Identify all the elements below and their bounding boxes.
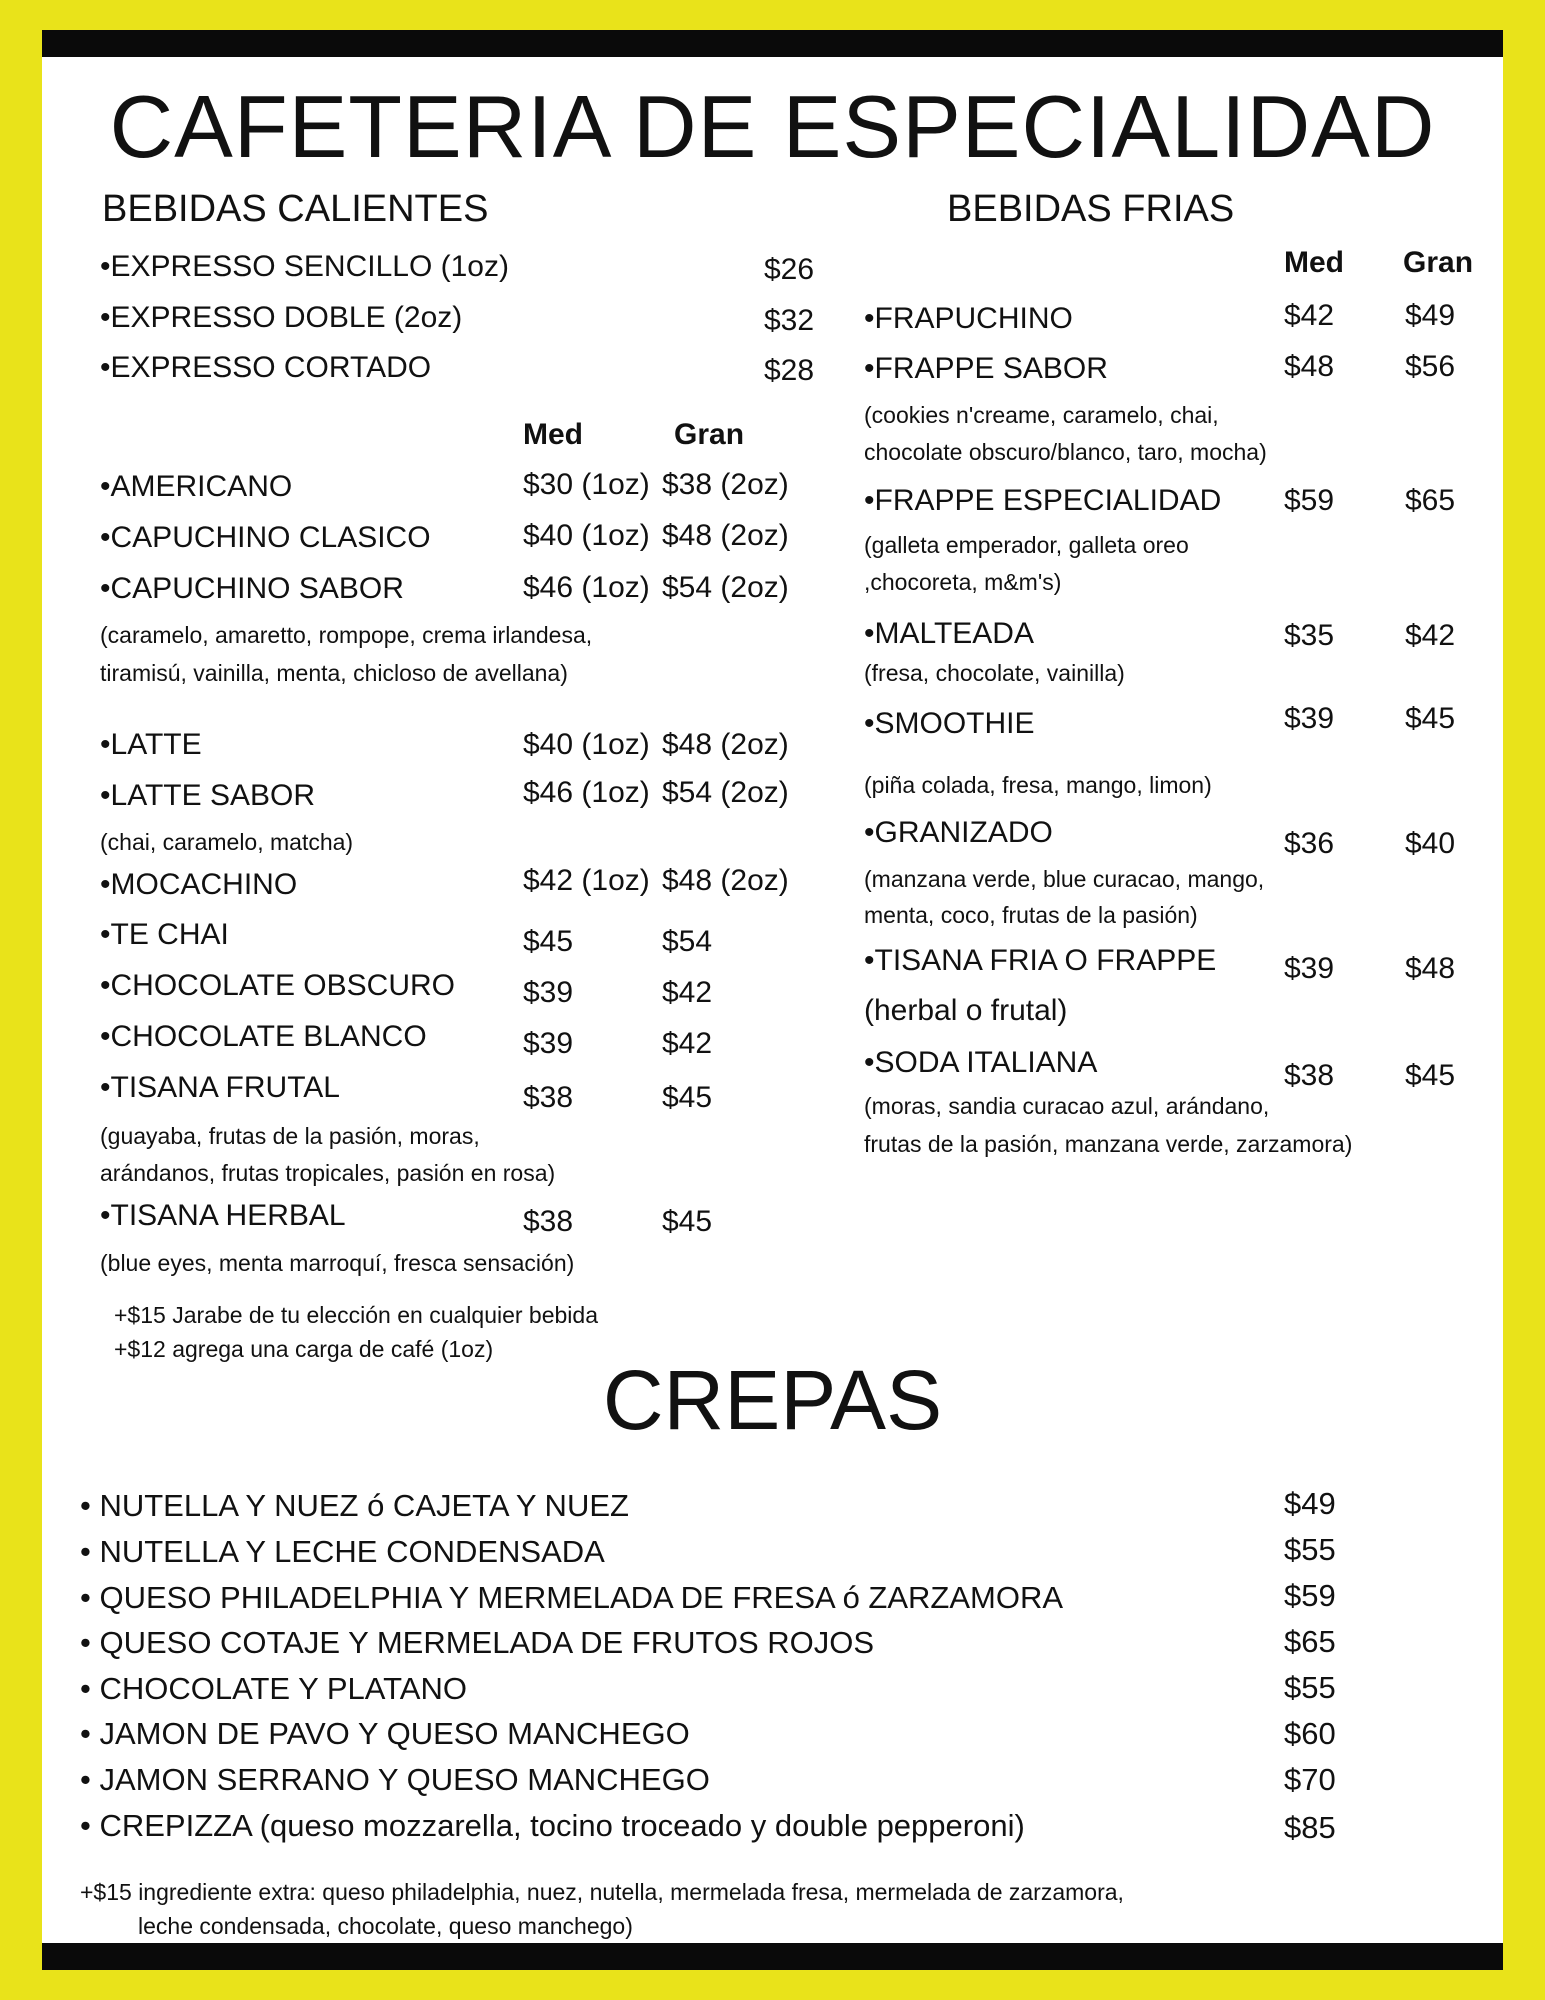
cold-item-gran: $48 [1405, 952, 1456, 985]
cold-item-name: •SMOOTHIE [864, 707, 1035, 740]
cold-item-note: ,chocoreta, m&m's) [864, 569, 1062, 595]
hot-item-gran: $54 (2oz) [662, 571, 789, 604]
cold-item-med: $39 [1284, 952, 1335, 985]
menu-title: CAFETERIA DE ESPECIALIDAD [109, 77, 1436, 176]
espresso-price: $26 [764, 253, 815, 286]
hot-item-name: •TE CHAI [100, 918, 229, 951]
hot-col-med: Med [523, 418, 583, 451]
hot-item-med: $42 (1oz) [523, 864, 650, 897]
hot-item-med: $38 [523, 1205, 574, 1238]
cold-item-gran: $45 [1405, 702, 1456, 735]
hot-item-name: •CHOCOLATE OBSCURO [100, 969, 455, 1002]
crepa-name: • CHOCOLATE Y PLATANO [80, 1671, 467, 1706]
espresso-price: $28 [764, 354, 815, 387]
hot-item-name: •TISANA FRUTAL [100, 1071, 340, 1104]
cold-item-gran: $42 [1405, 619, 1456, 652]
cold-drinks-heading: BEBIDAS FRIAS [947, 188, 1235, 230]
cold-item-name: •FRAPUCHINO [864, 302, 1073, 335]
cold-col-gran: Gran [1403, 246, 1474, 279]
cold-item-gran: $45 [1405, 1059, 1456, 1092]
crepas-heading: CREPAS [602, 1353, 943, 1447]
hot-item-gran: $48 (2oz) [662, 519, 789, 552]
hot-col-gran: Gran [674, 418, 745, 451]
menu-page [42, 30, 1503, 1970]
hot-item-name: •CAPUCHINO SABOR [100, 572, 404, 605]
cold-item-gran: $49 [1405, 299, 1456, 332]
cold-col-med: Med [1284, 246, 1344, 279]
hot-extra-note: +$15 Jarabe de tu elección en cualquier bebida [114, 1302, 598, 1328]
cold-item-name: •FRAPPE ESPECIALIDAD [864, 484, 1222, 517]
cold-item-note: (piña colada, fresa, mango, limon) [864, 772, 1212, 798]
bottom-border-bar [42, 1943, 1503, 1970]
cold-item-note: (fresa, chocolate, vainilla) [864, 660, 1125, 686]
cold-item-med: $48 [1284, 350, 1335, 383]
hot-item-med: $39 [523, 976, 574, 1009]
cold-item-gran: $40 [1405, 827, 1456, 860]
hot-item-gran: $54 [662, 925, 713, 958]
cold-item-name: •TISANA FRIA O FRAPPE [864, 944, 1217, 977]
crepa-name: • JAMON SERRANO Y QUESO MANCHEGO [80, 1762, 710, 1797]
hot-item-note: (chai, caramelo, matcha) [100, 829, 354, 855]
hot-item-name: •LATTE SABOR [100, 779, 315, 812]
crepa-price: $55 [1284, 1532, 1336, 1567]
hot-item-gran: $42 [662, 1027, 713, 1060]
cold-item-note: frutas de la pasión, manzana verde, zarzamora) [864, 1131, 1353, 1157]
espresso-price: $32 [764, 304, 815, 337]
crepa-price: $55 [1284, 1670, 1336, 1705]
hot-item-med: $30 (1oz) [523, 468, 650, 501]
cold-item-note: (moras, sandia curacao azul, arándano, [864, 1093, 1270, 1119]
cold-item-name: •MALTEADA [864, 617, 1034, 650]
crepa-price: $70 [1284, 1762, 1336, 1797]
cold-item-name: •SODA ITALIANA [864, 1046, 1098, 1079]
cold-item-gran: $56 [1405, 350, 1456, 383]
hot-item-gran: $54 (2oz) [662, 776, 789, 809]
cold-item-med: $38 [1284, 1059, 1335, 1092]
hot-item-gran: $48 (2oz) [662, 864, 789, 897]
cold-item-note: menta, coco, frutas de la pasión) [864, 902, 1198, 928]
hot-item-gran: $45 [662, 1081, 713, 1114]
hot-item-med: $38 [523, 1081, 574, 1114]
hot-item-gran: $42 [662, 976, 713, 1009]
cold-item-med: $35 [1284, 619, 1335, 652]
hot-item-med: $46 (1oz) [523, 571, 650, 604]
crepa-price: $85 [1284, 1810, 1336, 1845]
hot-item-med: $40 (1oz) [523, 728, 650, 761]
cold-item-name: •GRANIZADO [864, 816, 1053, 849]
cold-item-med: $39 [1284, 702, 1335, 735]
crepa-name: • JAMON DE PAVO Y QUESO MANCHEGO [80, 1716, 690, 1751]
cold-item-med: $36 [1284, 827, 1335, 860]
espresso-name: •EXPRESSO DOBLE (2oz) [100, 301, 463, 334]
hot-item-note: (caramelo, amaretto, rompope, crema irlandesa, [100, 622, 593, 648]
cold-item-note: (galleta emperador, galleta oreo [864, 532, 1189, 558]
cold-item-note: chocolate obscuro/blanco, taro, mocha) [864, 439, 1267, 465]
hot-item-name: •TISANA HERBAL [100, 1199, 346, 1232]
hot-item-name: •MOCACHINO [100, 868, 298, 901]
espresso-name: •EXPRESSO SENCILLO (1oz) [100, 250, 509, 283]
crepas-extra-note: leche condensada, chocolate, queso manchego) [138, 1913, 633, 1939]
crepa-price: $60 [1284, 1716, 1336, 1751]
hot-item-med: $39 [523, 1027, 574, 1060]
crepa-name: • CREPIZZA (queso mozzarella, tocino troceado y double pepperoni) [80, 1808, 1025, 1843]
cold-item-note: (manzana verde, blue curacao, mango, [864, 866, 1265, 892]
hot-item-med: $45 [523, 925, 574, 958]
cold-item-name: •FRAPPE SABOR [864, 352, 1108, 385]
hot-item-med: $40 (1oz) [523, 519, 650, 552]
hot-item-med: $46 (1oz) [523, 776, 650, 809]
cold-item-note-large: (herbal o frutal) [864, 994, 1068, 1027]
cold-item-gran: $65 [1405, 484, 1456, 517]
crepa-name: • QUESO COTAJE Y MERMELADA DE FRUTOS ROJOS [80, 1625, 875, 1660]
hot-item-note: (blue eyes, menta marroquí, fresca sensación) [100, 1250, 575, 1276]
hot-item-note: arándanos, frutas tropicales, pasión en rosa) [100, 1160, 556, 1186]
hot-drinks-heading: BEBIDAS CALIENTES [102, 188, 489, 230]
hot-item-note: (guayaba, frutas de la pasión, moras, [100, 1123, 480, 1149]
hot-item-note: tiramisú, vainilla, menta, chicloso de avellana) [100, 660, 568, 686]
crepa-name: • NUTELLA Y NUEZ ó CAJETA Y NUEZ [80, 1488, 629, 1523]
crepa-price: $49 [1284, 1486, 1336, 1521]
hot-item-gran: $48 (2oz) [662, 728, 789, 761]
crepa-name: • NUTELLA Y LECHE CONDENSADA [80, 1534, 605, 1569]
hot-extra-note: +$12 agrega una carga de café (1oz) [114, 1336, 494, 1362]
cold-item-note: (cookies n'creame, caramelo, chai, [864, 402, 1219, 428]
cold-item-med: $59 [1284, 484, 1335, 517]
cold-item-med: $42 [1284, 299, 1335, 332]
crepa-name: • QUESO PHILADELPHIA Y MERMELADA DE FRESA ó ZARZAMORA [80, 1580, 1064, 1615]
hot-item-name: •CAPUCHINO CLASICO [100, 521, 431, 554]
hot-item-gran: $45 [662, 1205, 713, 1238]
hot-item-gran: $38 (2oz) [662, 468, 789, 501]
espresso-name: •EXPRESSO CORTADO [100, 351, 432, 384]
hot-item-name: •CHOCOLATE BLANCO [100, 1020, 427, 1053]
top-border-bar [42, 30, 1503, 57]
crepas-extra-note: +$15 ingrediente extra: queso philadelphia, nuez, nutella, mermelada fresa, mermelada de zarzamora, [80, 1879, 1124, 1905]
crepa-price: $59 [1284, 1578, 1336, 1613]
crepa-price: $65 [1284, 1624, 1336, 1659]
hot-item-name: •LATTE [100, 728, 202, 761]
hot-item-name: •AMERICANO [100, 470, 293, 503]
